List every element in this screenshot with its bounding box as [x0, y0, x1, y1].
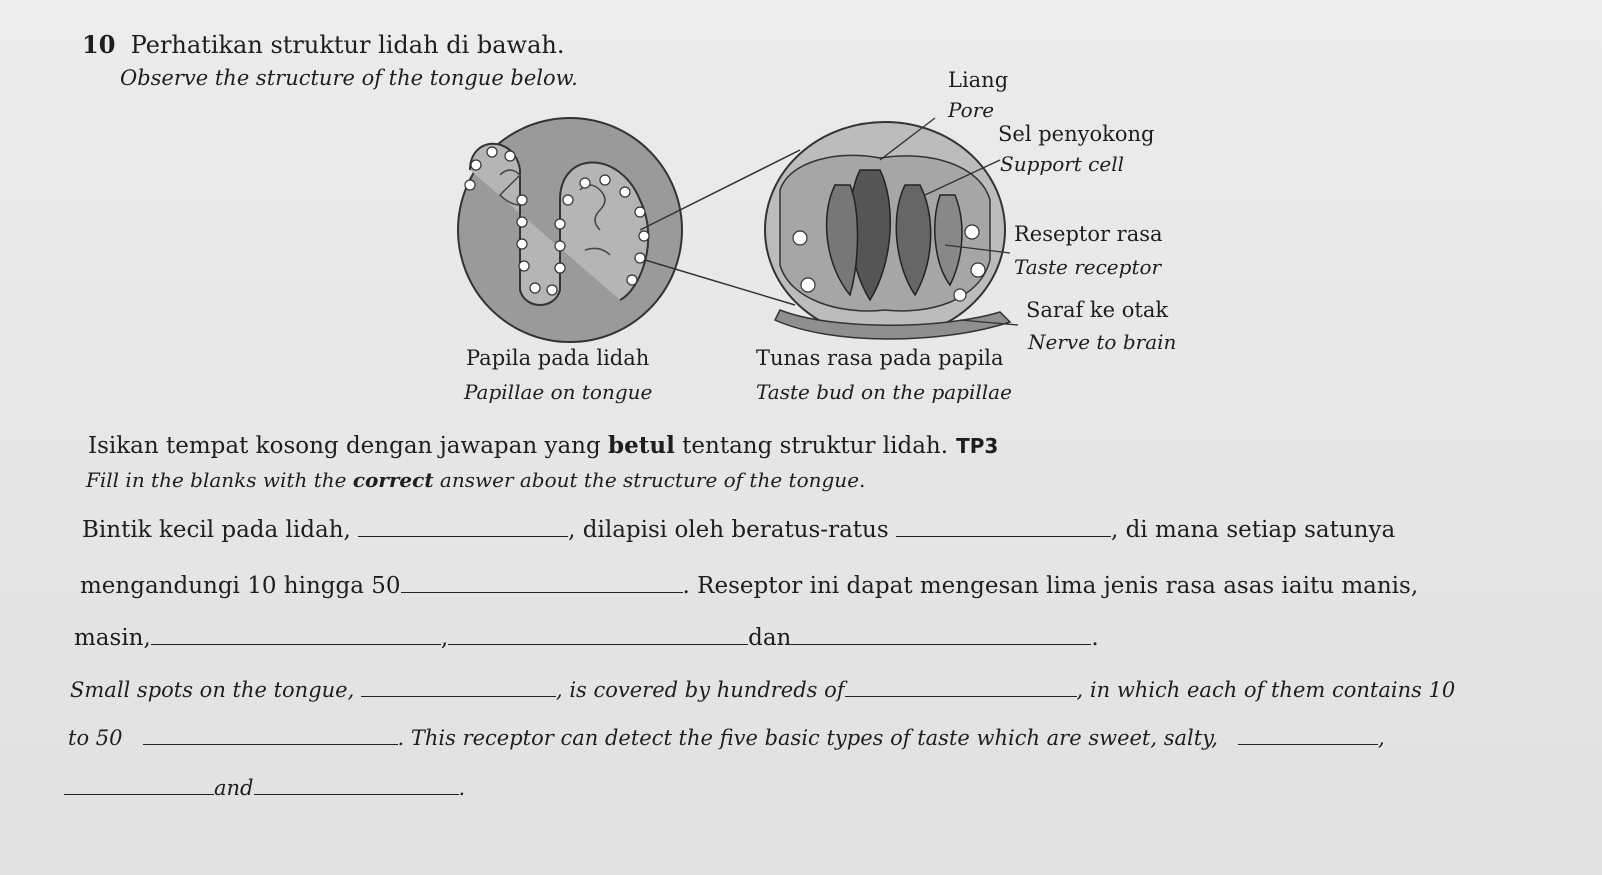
blank-en-1[interactable]	[361, 676, 556, 697]
label-pore-ms: Liang	[948, 68, 1009, 92]
label-nerve-en: Nerve to brain	[1028, 330, 1177, 354]
blank-ms-5[interactable]	[448, 624, 748, 645]
instruction-en: Fill in the blanks with the correct answer about the structure of the tongue.	[86, 468, 866, 492]
label-support-ms: Sel penyokong	[998, 122, 1155, 146]
ms-line-3: masin, , dan .	[74, 625, 1099, 651]
ms-line-2: mengandungi 10 hingga 50 . Reseptor ini dapat mengesan lima jenis rasa asas iaitu manis,	[80, 573, 1419, 599]
question-title-en: Observe the structure of the tongue below.	[120, 66, 578, 90]
title-ms-text: Perhatikan struktur lidah di bawah.	[130, 31, 565, 59]
en-line-2: to 50 . This receptor can detect the five basic types of taste which are sweet, salty, ,	[68, 726, 1385, 750]
label-tastebud-en: Taste bud on the papillae	[756, 380, 1012, 404]
instruction-ms: Isikan tempat kosong dengan jawapan yang betul tentang struktur lidah. TP3	[88, 432, 999, 459]
tp-badge: TP3	[956, 434, 999, 458]
blank-en-3[interactable]	[143, 724, 398, 745]
blank-ms-3[interactable]	[401, 572, 683, 593]
en-line-1: Small spots on the tongue, , is covered by hundreds of , in which each of them contains 10	[70, 678, 1456, 702]
label-nerve-ms: Saraf ke otak	[1026, 298, 1169, 322]
label-papillae-en: Papillae on tongue	[464, 380, 653, 404]
blank-en-5[interactable]	[64, 774, 214, 795]
blank-ms-4[interactable]	[151, 624, 441, 645]
question-number: 10	[82, 30, 116, 59]
label-receptor-en: Taste receptor	[1014, 255, 1162, 279]
ms-line-1: Bintik kecil pada lidah, , dilapisi oleh beratus-ratus , di mana setiap satunya	[82, 517, 1396, 543]
blank-ms-2[interactable]	[896, 516, 1111, 537]
label-support-en: Support cell	[1000, 152, 1125, 176]
en-line-3: and .	[64, 774, 465, 800]
label-receptor-ms: Reseptor rasa	[1014, 222, 1163, 246]
label-pore-en: Pore	[948, 98, 995, 122]
blank-en-4[interactable]	[1238, 724, 1378, 745]
blank-en-2[interactable]	[845, 676, 1077, 697]
blank-en-6[interactable]	[254, 774, 459, 795]
papillae-illustration	[458, 118, 682, 342]
blank-ms-1[interactable]	[358, 516, 568, 537]
label-tastebud-ms: Tunas rasa pada papila	[756, 346, 1004, 370]
label-papillae-ms: Papila pada lidah	[466, 346, 650, 370]
blank-ms-6[interactable]	[791, 624, 1091, 645]
